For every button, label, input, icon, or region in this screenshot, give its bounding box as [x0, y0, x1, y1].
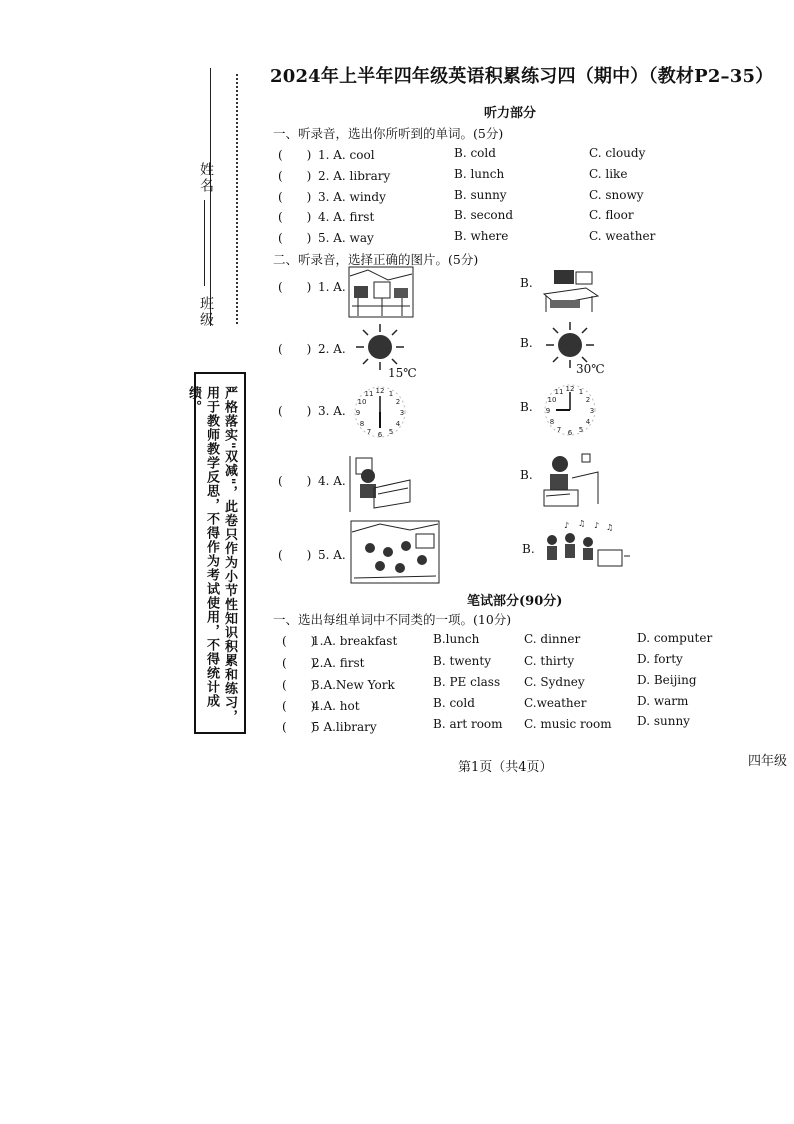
svg-text:7: 7 [556, 426, 562, 434]
option-a: 2. A. [318, 342, 346, 356]
option-b: B. lunch [454, 167, 505, 181]
option-a: 5. A. [318, 548, 346, 562]
svg-text:4: 4 [585, 418, 591, 426]
playground-picture [350, 520, 440, 584]
list-item [282, 676, 395, 693]
svg-text:3: 3 [399, 409, 405, 417]
sun-picture-a [350, 322, 410, 372]
svg-text:5: 5 [388, 428, 394, 436]
answer-blank[interactable]: ( ) [278, 474, 312, 488]
option-d: D. forty [637, 652, 683, 666]
list-item [278, 546, 346, 563]
option-b: B. sunny [454, 188, 507, 202]
answer-blank[interactable]: ( ) [278, 210, 312, 224]
listening-part2-title: 二、听录音，选择正确的图片。(5分) [273, 252, 479, 267]
temperature-b: 30℃ [576, 362, 605, 376]
option-a: 4.A. hot [312, 699, 360, 713]
svg-text:1: 1 [388, 390, 394, 398]
svg-text:2: 2 [585, 396, 591, 404]
class-label: 班级 [198, 296, 214, 328]
option-b: B. art room [433, 717, 503, 731]
listening-part1-title: 一、听录音，选出你所听到的单词。(5分) [273, 126, 504, 141]
svg-text:7: 7 [366, 428, 372, 436]
option-a: 4. A. [318, 474, 346, 488]
svg-text:4: 4 [395, 420, 401, 428]
answer-blank[interactable]: ( ) [282, 634, 316, 648]
answer-blank[interactable]: ( ) [278, 342, 312, 356]
name-blank [204, 200, 205, 286]
option-b: B. twenty [433, 654, 491, 668]
svg-text:3: 3 [589, 407, 595, 415]
svg-text:♫: ♫ [578, 520, 586, 528]
binding-line [210, 68, 211, 326]
svg-text:12: 12 [375, 387, 385, 395]
list-item [282, 654, 364, 671]
answer-blank[interactable]: ( ) [282, 678, 316, 692]
answer-blank[interactable]: ( ) [278, 548, 312, 562]
svg-text:12: 12 [565, 385, 575, 393]
music-class-picture [540, 520, 630, 576]
list-item [278, 229, 374, 246]
list-item [278, 340, 346, 357]
svg-text:11: 11 [554, 388, 564, 396]
answer-blank[interactable]: ( ) [282, 699, 316, 713]
boy-door-picture [540, 450, 602, 510]
list-item [278, 146, 375, 163]
list-item [282, 718, 377, 735]
svg-text:♫: ♫ [606, 523, 614, 532]
clock-icon [350, 384, 410, 440]
notice-text: 严格落实"双减"，此卷只作为小节性知识积累和练习，用于教师教学反思，不得作为考试使用，不得统计成绩。 [186, 386, 237, 724]
written-part1-title: 一、选出每组单词中不同类的一项。(10分) [273, 612, 512, 627]
list-item [278, 188, 386, 205]
svg-text:8: 8 [359, 420, 365, 428]
svg-text:9: 9 [545, 407, 551, 415]
option-c: C. dinner [524, 632, 581, 646]
svg-text:5: 5 [578, 426, 584, 434]
answer-blank[interactable]: ( ) [278, 169, 312, 183]
option-b-label: B. [520, 468, 533, 482]
option-d: D. Beijing [637, 673, 697, 687]
svg-text:1: 1 [578, 388, 584, 396]
list-item [282, 632, 397, 649]
clock-icon [540, 382, 600, 438]
option-b-label: B. [520, 400, 533, 414]
svg-text:10: 10 [547, 396, 557, 404]
list-item [278, 208, 374, 225]
name-label: 姓名 [198, 162, 214, 194]
svg-text:10: 10 [357, 398, 367, 406]
option-c: C. snowy [589, 188, 644, 202]
option-b: B. second [454, 208, 514, 222]
answer-blank[interactable]: ( ) [278, 148, 312, 162]
computer-desk-picture [540, 266, 600, 316]
written-heading: 笔试部分(90分) [467, 594, 563, 609]
option-d: D. warm [637, 694, 689, 708]
option-b: B. cold [454, 146, 496, 160]
option-b-label: B. [520, 276, 533, 290]
listening-heading: 听力部分 [484, 106, 537, 121]
answer-blank[interactable]: ( ) [278, 280, 312, 294]
option-a: 3. A. [318, 404, 346, 418]
option-c: C. cloudy [589, 146, 646, 160]
option-b: B. PE class [433, 675, 501, 689]
option-c: C. thirty [524, 654, 575, 668]
svg-text:2: 2 [395, 398, 401, 406]
option-b: B.lunch [433, 632, 480, 646]
notice-box [186, 372, 246, 734]
option-c: C. weather [589, 229, 656, 243]
list-item [278, 167, 390, 184]
option-c: C. Sydney [524, 675, 585, 689]
svg-text:11: 11 [364, 390, 374, 398]
option-c: C. like [589, 167, 628, 181]
option-a: 3. A. windy [318, 190, 386, 204]
answer-blank[interactable]: ( ) [278, 231, 312, 245]
boy-bed-picture [348, 454, 412, 514]
edge-text: 四年级 [748, 754, 788, 769]
answer-blank[interactable]: ( ) [282, 720, 316, 734]
list-item [282, 697, 360, 714]
svg-text:8: 8 [549, 418, 555, 426]
option-b: B. cold [433, 696, 475, 710]
option-a: 5. A. way [318, 231, 374, 245]
option-d: D. sunny [637, 714, 690, 728]
svg-text:6: 6 [567, 429, 573, 437]
option-a: 3.A.New York [312, 678, 395, 692]
option-a: 2.A. first [312, 656, 365, 670]
svg-text:♪: ♪ [564, 521, 570, 530]
option-b: B. where [454, 229, 509, 243]
option-a: 1. A. cool [318, 148, 375, 162]
option-c: C. floor [589, 208, 634, 222]
option-a: 2. A. library [318, 169, 391, 183]
option-c: C.weather [524, 696, 587, 710]
list-item [278, 402, 346, 419]
option-b-label: B. [520, 336, 533, 350]
answer-blank[interactable]: ( ) [282, 656, 316, 670]
option-c: C. music room [524, 717, 612, 731]
list-item [278, 278, 346, 295]
option-a: 1.A. breakfast [312, 634, 398, 648]
option-d: D. computer [637, 631, 713, 645]
answer-blank[interactable]: ( ) [278, 404, 312, 418]
page-title: 2024年上半年四年级英语积累练习四（期中）（教材P2–35） [270, 66, 774, 87]
page-number: 第1页（共4页） [458, 760, 553, 775]
option-a: 4. A. first [318, 210, 375, 224]
svg-text:6: 6 [377, 431, 383, 439]
answer-blank[interactable]: ( ) [278, 190, 312, 204]
option-a: 5 A.library [312, 720, 377, 734]
svg-text:♪: ♪ [594, 521, 600, 530]
list-item [278, 472, 346, 489]
option-a: 1. A. [318, 280, 346, 294]
temperature-a: 15℃ [388, 366, 417, 380]
svg-text:9: 9 [355, 409, 361, 417]
classroom-picture [348, 266, 414, 318]
option-b-label: B. [522, 542, 535, 556]
binding-dotted-line [236, 74, 238, 324]
